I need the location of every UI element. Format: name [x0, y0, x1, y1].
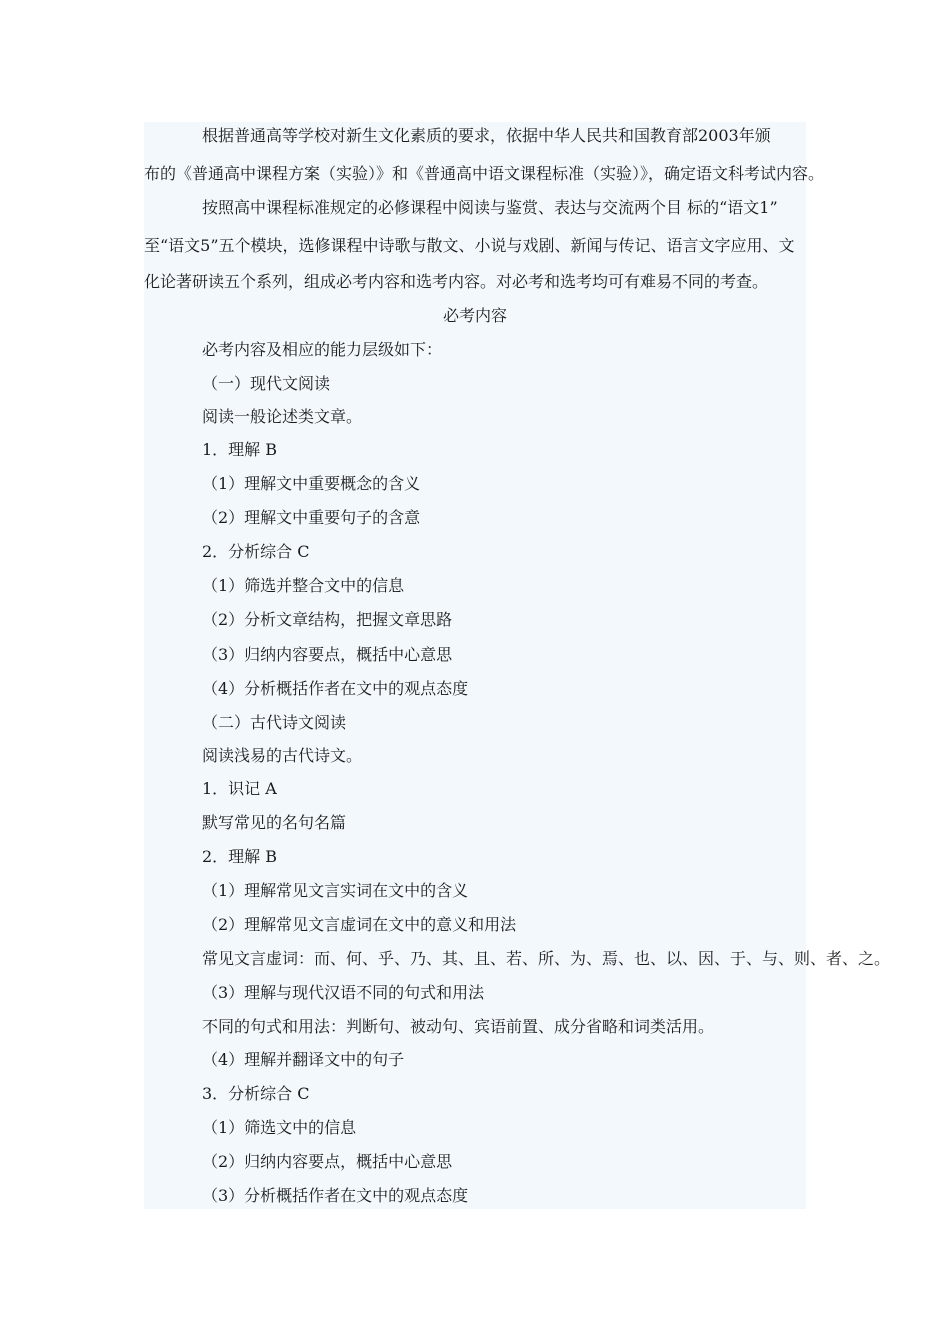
list-item: 3．分析综合 C: [202, 1084, 310, 1103]
list-item: 不同的句式和用法：判断句、被动句、宾语前置、成分省略和词类活用。: [202, 1017, 715, 1036]
list-item: 1．识记 A: [202, 779, 277, 798]
document-body: [144, 122, 891, 1209]
list-item: （3）分析概括作者在文中的观点态度: [202, 1186, 469, 1205]
list-item: 1．理解 B: [202, 440, 278, 459]
list-item: （1）筛选并整合文中的信息: [202, 576, 405, 595]
list-item: 必考内容及相应的能力层级如下：: [202, 340, 443, 359]
list-item: 阅读浅易的古代诗文。: [202, 746, 363, 765]
intro-paragraph-1-line-2: 布的《普通高中课程方案（实验）》和《普通高中语文课程标准（实验）》，确定语文科考试内容。: [144, 164, 825, 183]
list-item: 2．理解 B: [202, 847, 278, 866]
list-item: （4）理解并翻译文中的句子: [202, 1050, 405, 1069]
list-item: （2）归纳内容要点，概括中心意思: [202, 1152, 453, 1171]
list-item: 阅读一般论述类文章。: [202, 407, 363, 426]
list-item: （1）理解文中重要概念的含义: [202, 474, 421, 493]
list-item: （3）理解与现代汉语不同的句式和用法: [202, 983, 485, 1002]
section-title: 必考内容: [442, 306, 507, 325]
list-item: （二）古代诗文阅读: [202, 713, 347, 732]
list-item: （2）理解常见文言虚词在文中的意义和用法: [202, 915, 517, 934]
list-item: （2）分析文章结构，把握文章思路: [202, 610, 453, 629]
intro-paragraph-2-line-1: 按照高中课程标准规定的必修课程中阅读与鉴赏、表达与交流两个目 标的“语文1”: [202, 198, 778, 217]
list-item: （2）理解文中重要句子的含意: [202, 508, 421, 527]
intro-paragraph-1-line-1: 根据普通高等学校对新生文化素质的要求，依据中华人民共和国教育部2003年颁: [202, 126, 771, 145]
list-item: 默写常见的名句名篇: [202, 813, 347, 832]
list-item: （一）现代文阅读: [202, 374, 331, 393]
intro-paragraph-2-line-3: 化论著研读五个系列，组成必考内容和选考内容。对必考和选考均可有难易不同的考查。: [144, 272, 769, 291]
list-item: （4）分析概括作者在文中的观点态度: [202, 679, 469, 698]
list-item: 2．分析综合 C: [202, 542, 310, 561]
list-item: （1）筛选文中的信息: [202, 1118, 357, 1137]
intro-paragraph-2-line-2: 至“语文5”五个模块，选修课程中诗歌与散文、小说与戏剧、新闻与传记、语言文字应用、文: [144, 236, 795, 255]
list-item: 常见文言虚词：而、何、乎、乃、其、且、若、所、为、焉、也、以、因、于、与、则、者、之。: [202, 949, 891, 968]
list-item: （3）归纳内容要点，概括中心意思: [202, 645, 453, 664]
list-item: （1）理解常见文言实词在文中的含义: [202, 881, 469, 900]
